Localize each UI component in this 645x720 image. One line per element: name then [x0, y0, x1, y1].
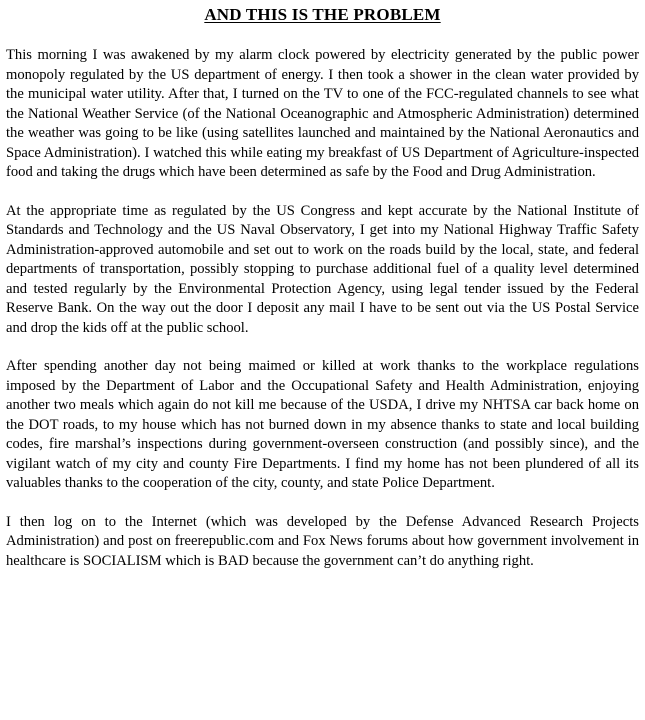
paragraph-internet: I then log on to the Internet (which was developed by the Defense Advanced Research Projects Administration) and post on freerepublic.com and Fox News forums about how government involvement in healthcare is SOCIALISM which is BAD because the government can’t do anything right. — [6, 513, 639, 569]
paragraph-morning: This morning I was awakened by my alarm clock powered by electricity generated by the public power monopoly regulated by the US department of energy. I then took a shower in the clean water provided by the municipal water utility. After that, I turned on the TV to one of the FCC-regulated channels to see what the National Weather Service (of the National Oceanographic and Atmospheric Administration) determined the weather was going to be like (using satellites launched and maintained by the National Aeronautics and Space Administration). I watched this while eating my breakfast of US Department of Agriculture-inspected food and taking the drugs which have been determined as safe by the Food and Drug Administration. — [6, 47, 639, 180]
paragraph-evening: After spending another day not being maimed or killed at work thanks to the workplace regulations imposed by the Department of Labor and the Occupational Safety and Health Administration, enjoying another two meals which again do not kill me because of the USDA, I drive my NHTSA car back home on the DOT roads, to my house which has not burned down in my absence thanks to state and local building codes, fire marshal’s inspections during government-overseen construction (and possibly since), and the vigilant watch of my city and county Fire Departments. I find my home has not been plundered of all its valuables thanks to the cooperation of the city, county, and state Police Department. — [6, 358, 639, 491]
document-page — [6, 4, 639, 571]
paragraph-commute: At the appropriate time as regulated by the US Congress and kept accurate by the National Institute of Standards and Technology and the US Naval Observatory, I get into my National Highway Traffic Safety Administration-approved automobile and set out to work on the roads build by the local, state, and federal departments of transportation, possibly stopping to purchase additional fuel of a quality level determined and tested regularly by the Environmental Protection Agency, using legal tender issued by the Federal Reserve Bank. On the way out the door I deposit any mail I have to be sent out via the US Postal Service and drop the kids off at the public school. — [6, 202, 639, 336]
document-title: AND THIS IS THE PROBLEM — [204, 5, 441, 24]
